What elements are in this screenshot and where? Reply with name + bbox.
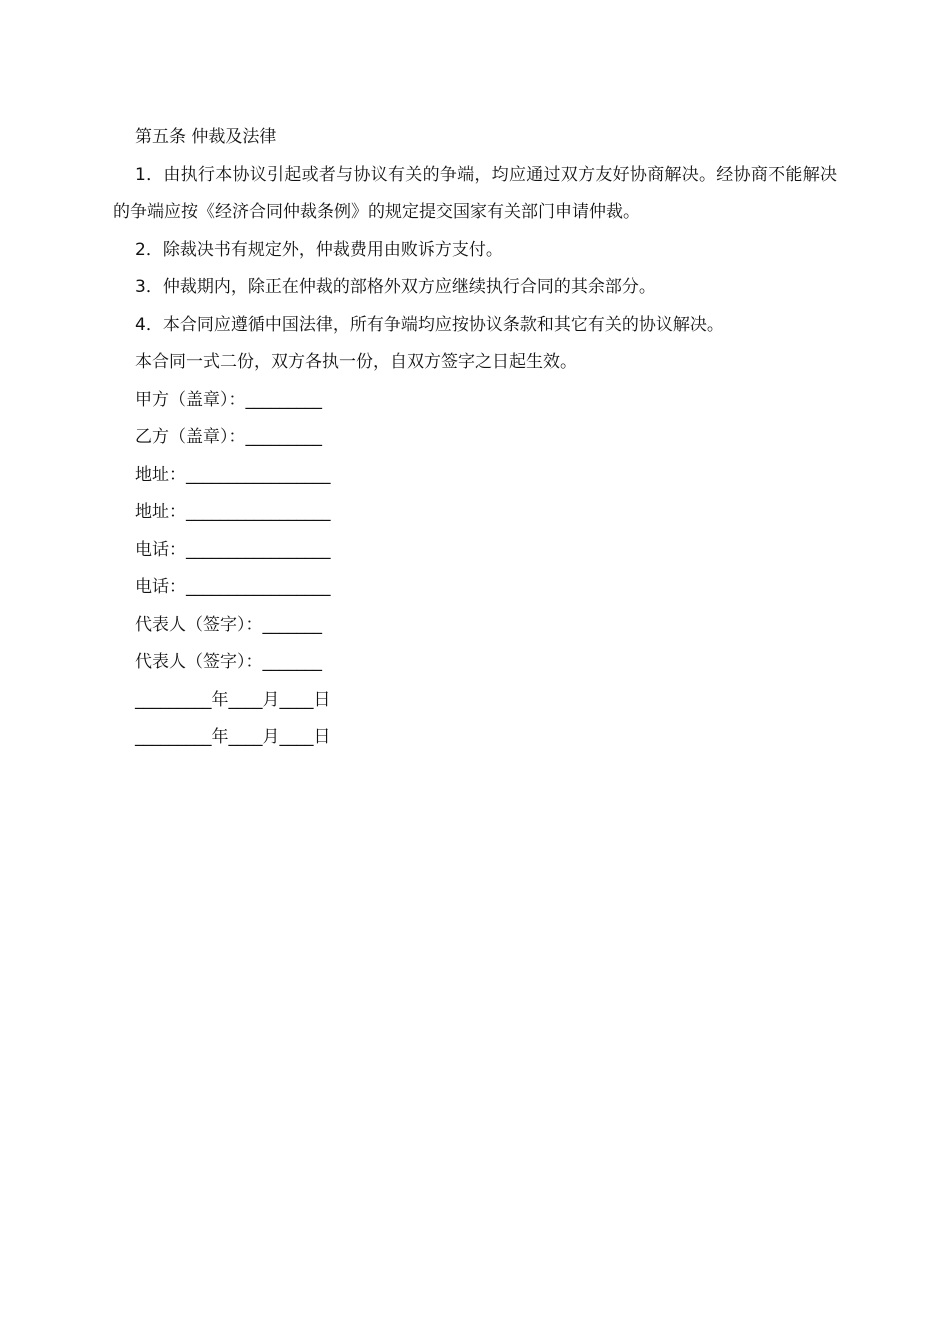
clause-4: 4．本合同应遵循中国法律，所有争端均应按协议条款和其它有关的协议解决。 xyxy=(135,314,724,335)
phone-line-a: 电话：_________________ xyxy=(135,539,331,560)
section-heading: 第五条 仲裁及法律 xyxy=(135,127,277,147)
validity-statement: 本合同一式二份，双方各执一份，自双方签字之日起生效。 xyxy=(135,352,577,372)
party-a-seal-line: 甲方（盖章）：_________ xyxy=(135,389,322,410)
date-line-a: _________年____月____日 xyxy=(135,689,331,710)
contract-section xyxy=(113,119,837,757)
date-line-b: _________年____月____日 xyxy=(135,727,331,747)
address-line-a: 地址：_________________ xyxy=(135,464,331,485)
party-b-seal-line: 乙方（盖章）：_________ xyxy=(135,427,322,447)
clause-1: 1．由执行本协议引起或者与协议有关的争端，均应通过双方友好协商解决。经协商不能解决的争端应按《经济合同仲裁条例》的规定提交国家有关部门申请仲裁。 xyxy=(113,164,837,222)
clause-3: 3．仲裁期内，除正在仲裁的部格外双方应继续执行合同的其余部分。 xyxy=(135,277,656,297)
phone-line-b: 电话：_________________ xyxy=(135,577,331,597)
representative-signature-b: 代表人（签字）：_______ xyxy=(135,652,322,672)
clause-2: 2．除裁决书有规定外，仲裁费用由败诉方支付。 xyxy=(135,239,503,260)
representative-signature-a: 代表人（签字）：_______ xyxy=(135,614,322,635)
address-line-b: 地址：_________________ xyxy=(135,502,331,522)
